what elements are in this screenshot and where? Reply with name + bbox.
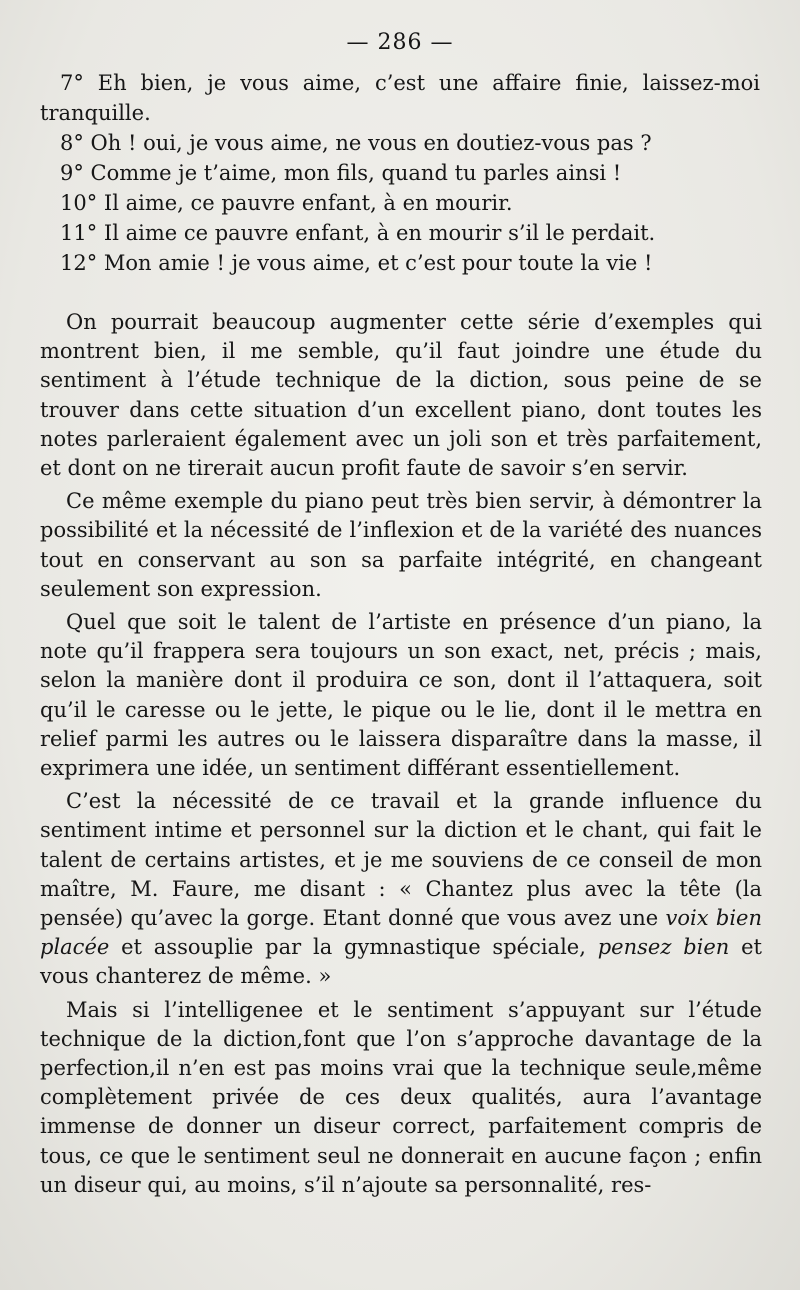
numbered-examples-list bbox=[40, 68, 760, 278]
list-item: 9° Comme je t’aime, mon fils, quand tu parles ainsi ! bbox=[60, 161, 622, 185]
list-item: 11° Il aime ce pauvre enfant, à en mourir s’il le perdait. bbox=[60, 221, 656, 245]
paragraph: Mais si l’intelligenee et le sentiment s’appuyant sur l’étude technique de la diction,font que l’on s’approche davantage de la perfection,il n’en est pas moins vrai que la technique seule,même complètement privée de ces deux qualités, aura l’avantage immense de donner un diseur correct, parfaitement compris de tous, ce que le sentiment seul ne donnerait en aucune façon ; enfin un diseur qui, au moins, s’il n’ajoute sa personnalité, res- bbox=[40, 997, 762, 1197]
paragraph-with-quote bbox=[40, 787, 762, 991]
list-item: 10° Il aime, ce pauvre enfant, à en mourir. bbox=[60, 191, 513, 215]
body-text bbox=[40, 308, 762, 1204]
italic-phrase: pensez bien bbox=[597, 935, 730, 960]
page-number: — 286 — bbox=[346, 30, 454, 55]
list-item: 8° Oh ! oui, je vous aime, ne vous en doutiez-vous pas ? bbox=[60, 131, 652, 155]
text-run: et assouplie par la gymnastique spéciale, bbox=[109, 935, 598, 960]
paragraph: Ce même exemple du piano peut très bien servir, à démontrer la possibilité et la nécessité de l’inflexion et de la variété des nuances tout en conservant au son sa parfaite intégrité, en changeant seulement son expression. bbox=[40, 489, 762, 601]
list-item: 12° Mon amie ! je vous aime, et c’est pour toute la vie ! bbox=[60, 251, 653, 275]
text-run: C’est la nécessité de ce travail et la grande influence du sentiment intime et personnel sur la diction et le chant, qui fait le talent de certains artistes, et je me souviens de ce conseil de mon maître, M. Faure, me disant : « Chantez plus avec la tête (la pensée) qu’avec la gorge. Etant donné que vous avez une bbox=[40, 789, 762, 931]
paragraph: On pourrait beaucoup augmenter cette série d’exemples qui montrent bien, il me semble, qu’il faut joindre une étude du sentiment à l’étude technique de la diction, sous peine de se trouver dans cette situation d’un excellent piano, dont toutes les notes parleraient également avec un joli son et très parfaitement, et dont on ne tirerait aucun profit faute de savoir s’en servir. bbox=[40, 310, 762, 481]
list-item: 7° Eh bien, je vous aime, c’est une affaire finie, laissez-moi tranquille. bbox=[40, 71, 760, 125]
paragraph: Quel que soit le talent de l’artiste en présence d’un piano, la note qu’il frappera sera toujours un son exact, net, précis ; mais, selon la manière dont il produira ce son, dont il l’attaquera, soit qu’il le caresse ou le jette, le pique ou le lie, dont il le mettra en relief parmi les autres ou le laissera disparaître dans la masse, il exprimera une idée, un sentiment différant essentiellement. bbox=[40, 610, 762, 781]
italic-phrase: voix bien placée bbox=[40, 906, 762, 960]
text-run: et vous chanterez de même. » bbox=[40, 935, 762, 989]
